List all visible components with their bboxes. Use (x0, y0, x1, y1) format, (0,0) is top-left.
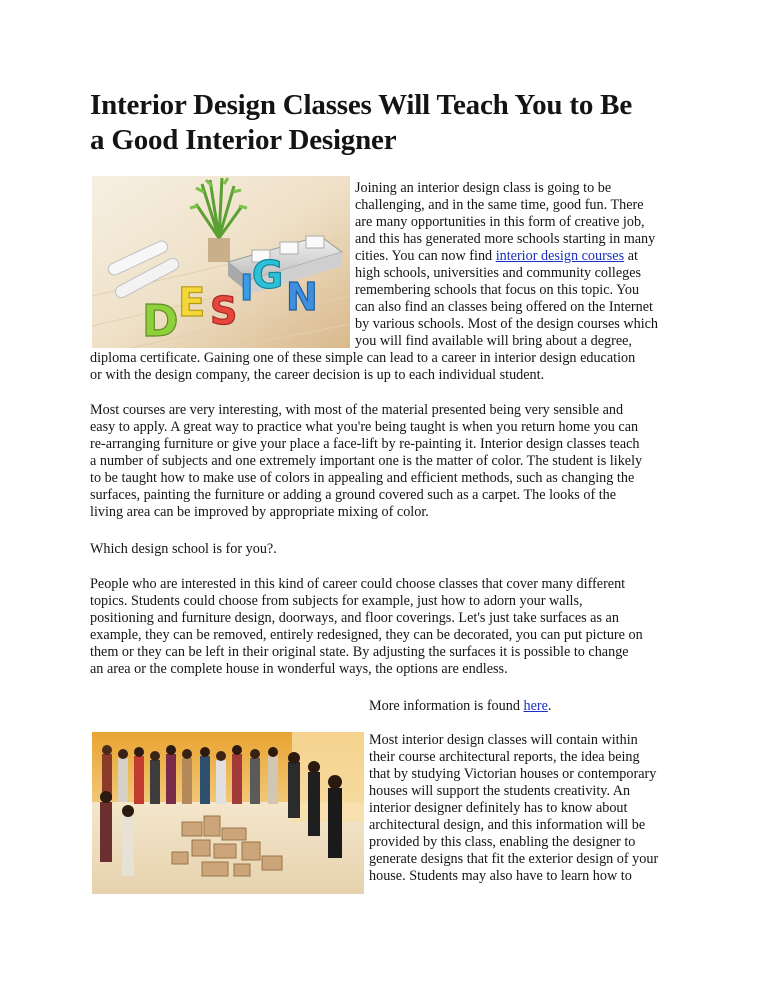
letter-g: G (252, 253, 284, 297)
para5-line: that by studying Victorian houses or contemporary (369, 766, 657, 782)
para1-text: at (624, 248, 638, 264)
para1-line: high schools, universities and community colleges (355, 265, 642, 281)
title-line-1: Interior Design Classes Will Teach You to Be (90, 89, 632, 121)
para5-line: interior designer definitely has to know about (369, 800, 628, 816)
para2-line: a number of subjects and one extremely important one is the matter of color. The student is likely (90, 453, 643, 469)
letter-d: D (142, 296, 179, 347)
para2-line: easy to apply. A great way to practice what you're being taught is when you return home you can (90, 419, 639, 435)
para1-line: can also find an classes being offered on the Internet (355, 299, 653, 315)
para5-line: generate designs that fit the exterior design of your (369, 851, 659, 867)
para2-line: to be taught how to make use of colors in appealing and efficient methods, such as changing the (90, 470, 635, 486)
para2-line: Most courses are very interesting, with most of the material presented being very sensible and (90, 402, 624, 418)
letter-n: N (286, 275, 318, 319)
para2-line: living area can be improved by appropriate mixing of color. (90, 504, 429, 520)
para1-line: by various schools. Most of the design courses which (355, 316, 659, 332)
para3-line: Which design school is for you?. (90, 541, 277, 557)
para2-line: surfaces, painting the furniture or adding a ground covered such as a carpet. The looks of the (90, 487, 617, 503)
more-info-text: More information is found (369, 698, 524, 714)
para1-line-with-link (355, 248, 638, 265)
para5-line: Most interior design classes will contain within (369, 732, 638, 748)
letter-s: S (210, 289, 238, 333)
design-letters-image (92, 176, 350, 348)
para1-line: diploma certificate. Gaining one of these simple can lead to a career in interior design education (90, 350, 636, 366)
para4-line: positioning and furniture design, doorways, and floor coverings. Let's just take surfaces as an (90, 610, 619, 626)
para5-line: their course architectural reports, the idea being (369, 749, 640, 765)
para4-line: topics. Students could choose from subjects for example, just how to adorn your walls, (90, 593, 583, 609)
page-title (90, 88, 690, 158)
para2-line: re-arranging furniture or give your place a face-lift by re-painting it. Interior design classes teach (90, 436, 640, 452)
para5-line: house. Students may also have to learn how to (369, 868, 632, 884)
more-info-text: . (547, 698, 552, 714)
para1-text: cities. You can now find (355, 248, 496, 264)
more-info-line (369, 698, 551, 715)
para5-line: provided by this class, enabling the designer to (369, 834, 636, 850)
students-class-photo (92, 732, 364, 894)
para5-line: architectural design, and this information will be (369, 817, 646, 833)
para4-line: People who are interested in this kind of career could choose classes that cover many different (90, 576, 626, 592)
para4-line: them or they can be left in their original state. By adjusting the surfaces it is possible to change (90, 644, 629, 660)
para1-line: or with the design company, the career decision is up to each individual student. (90, 367, 545, 383)
para4-line: example, they can be removed, entirely redesigned, they can be decorated, you can put picture on (90, 627, 643, 643)
here-link[interactable]: here (523, 698, 548, 714)
para1-line: you will find available will bring about a degree, (355, 333, 632, 349)
para1-line: remembering schools that focus on this topic. You (355, 282, 640, 298)
title-line-2: a Good Interior Designer (90, 124, 397, 156)
para1-line: challenging, and in the same time, good fun. There (355, 197, 644, 213)
para5-line: houses will support the students creativity. An (369, 783, 631, 799)
para1-line: are many opportunities in this form of creative job, (355, 214, 645, 230)
letter-i: I (240, 268, 254, 309)
para1-line: and this has generated more schools starting in many (355, 231, 656, 247)
letter-e: E (178, 280, 206, 326)
para1-line: Joining an interior design class is going to be (355, 180, 612, 196)
para4-line: an area or the complete house in wonderful ways, the options are endless. (90, 661, 508, 677)
interior-design-courses-link[interactable]: interior design courses (495, 248, 625, 264)
